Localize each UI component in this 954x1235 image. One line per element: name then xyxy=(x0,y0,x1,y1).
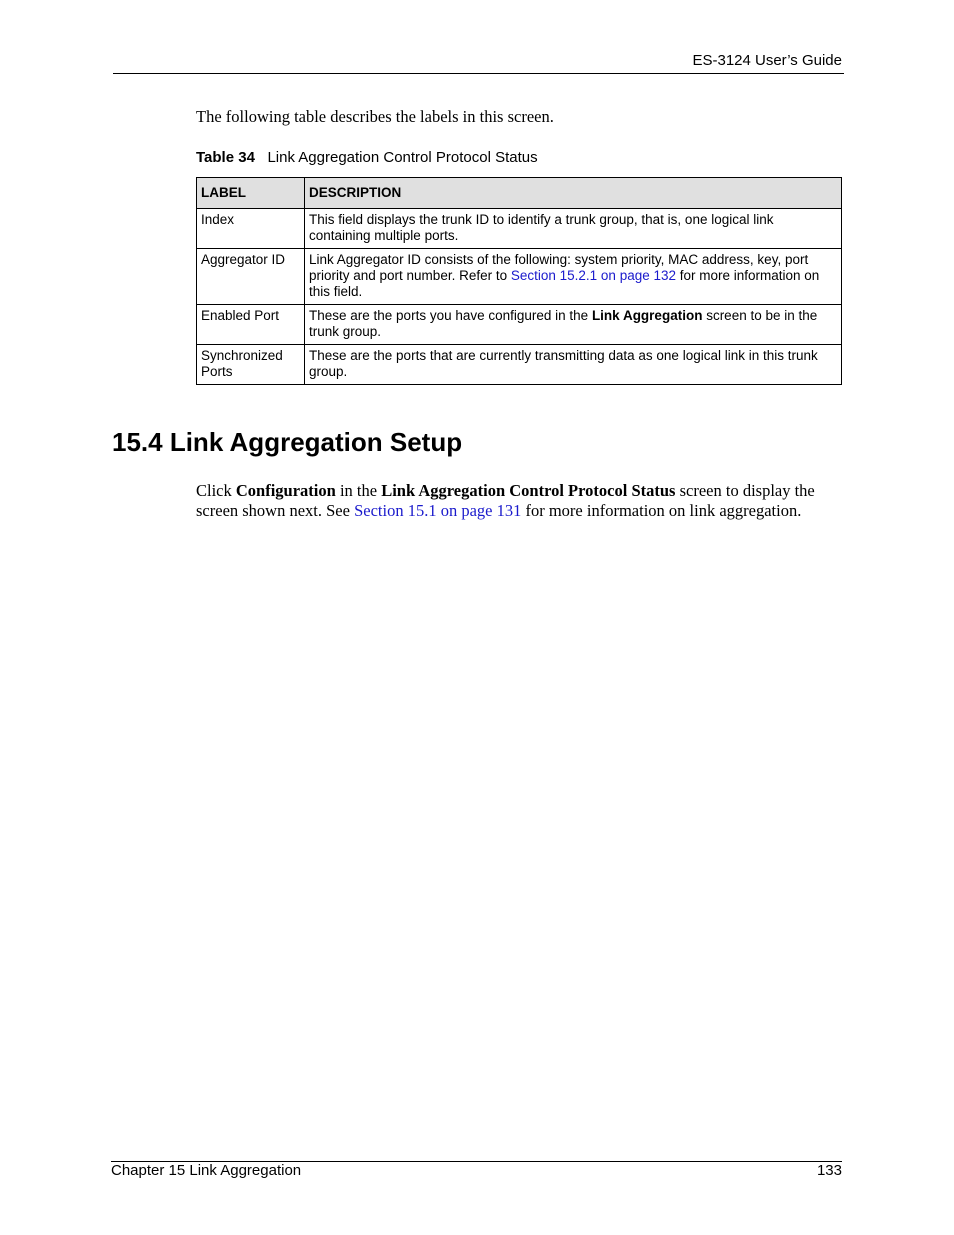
running-header: ES-3124 User’s Guide xyxy=(692,52,842,69)
row-description: These are the ports that are currently transmitting data as one logical link in this trunk group. xyxy=(305,345,842,385)
table-title: Link Aggregation Control Protocol Status xyxy=(267,149,538,166)
section-15-2-1-link[interactable]: Section 15.2.1 on page 132 xyxy=(510,268,676,283)
footer-chapter: Chapter 15 Link Aggregation xyxy=(111,1162,302,1179)
section-heading: 15.4 Link Aggregation Setup xyxy=(112,427,463,457)
desc-bold: Link Aggregation xyxy=(591,308,703,323)
section-paragraph xyxy=(196,481,846,521)
desc-text: screen to be in the trunk group. xyxy=(309,308,818,339)
desc-text: Link Aggregator ID consists of the following: system priority, MAC address, key, port priority and port number. Refer to xyxy=(309,252,809,283)
col-header-description: DESCRIPTION xyxy=(305,178,842,209)
para-text: screen to display the screen shown next. See xyxy=(196,481,815,520)
label-description-table xyxy=(196,177,842,385)
para-text: in the xyxy=(335,481,382,500)
row-description: This field displays the trunk ID to identify a trunk group, that is, one logical link containing multiple ports. xyxy=(305,209,842,249)
table-number: Table 34 xyxy=(196,149,255,166)
table-row xyxy=(197,209,842,249)
para-bold: Configuration xyxy=(235,481,336,500)
table-row xyxy=(197,249,842,305)
para-text: Click xyxy=(196,481,236,500)
table-row xyxy=(197,345,842,385)
desc-text: for more information on this field. xyxy=(309,268,820,299)
row-description xyxy=(305,305,842,345)
para-text: for more information on link aggregation. xyxy=(521,501,802,520)
row-label: Enabled Port xyxy=(197,305,305,345)
table-row xyxy=(197,305,842,345)
footer-page-number: 133 xyxy=(816,1162,842,1179)
row-label: Index xyxy=(197,209,305,249)
para-bold: Link Aggregation Control Protocol Status xyxy=(381,481,676,500)
col-header-label: LABEL xyxy=(197,178,305,209)
section-15-1-link[interactable]: Section 15.1 on page 131 xyxy=(354,501,522,520)
table-header-row xyxy=(197,178,842,209)
row-label: Aggregator ID xyxy=(197,249,305,305)
header-rule xyxy=(113,73,844,74)
row-label: Synchronized Ports xyxy=(197,345,305,385)
row-description xyxy=(305,249,842,305)
table-caption xyxy=(196,149,538,166)
intro-text: The following table describes the labels in this screen. xyxy=(196,107,554,126)
desc-text: These are the ports you have configured in the xyxy=(309,308,592,323)
